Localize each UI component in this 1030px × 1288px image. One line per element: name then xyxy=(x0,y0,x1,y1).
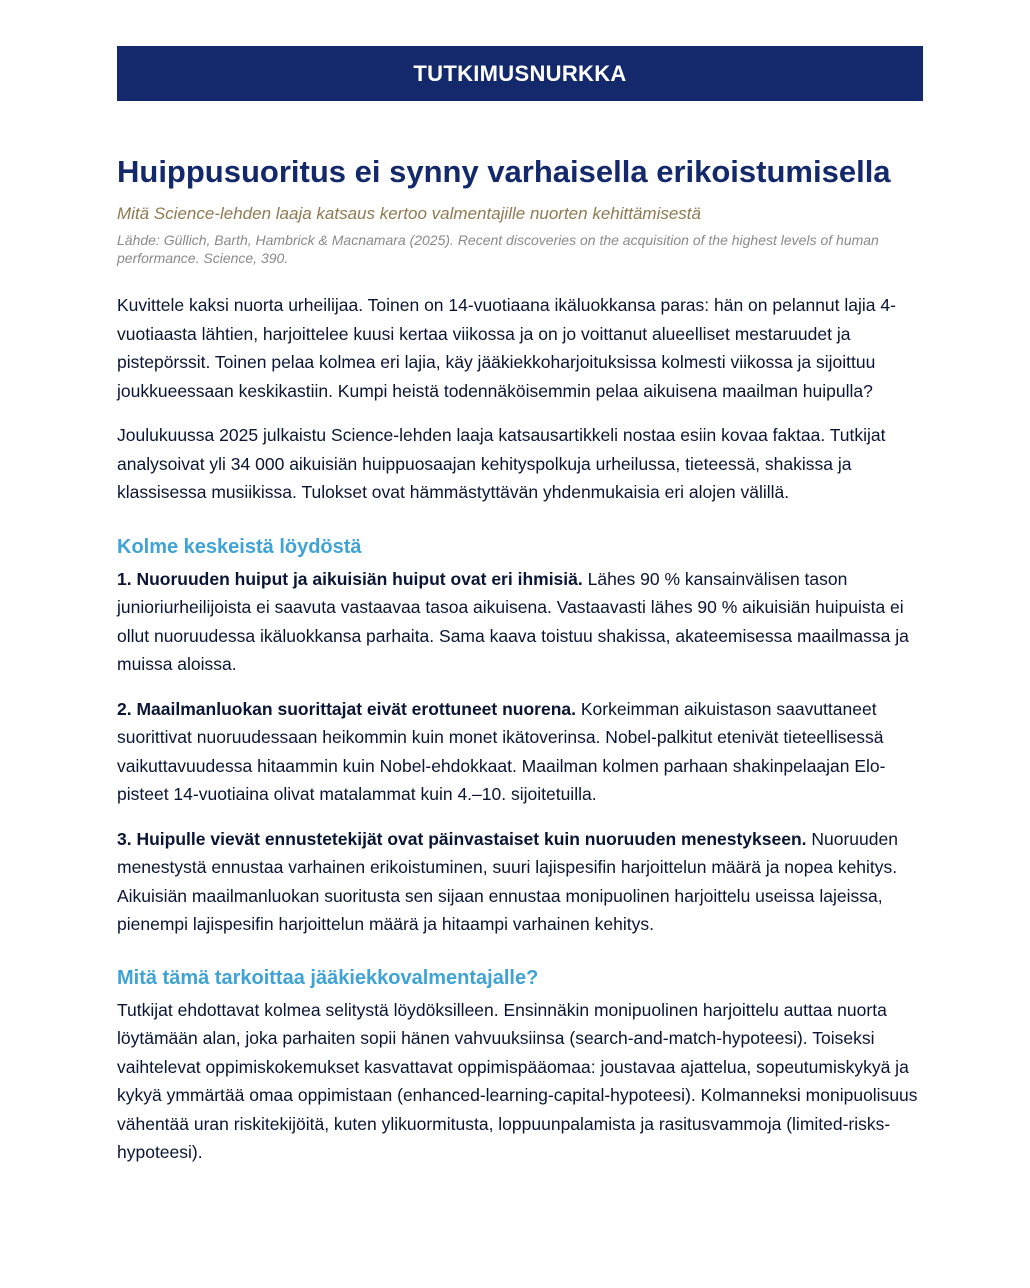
intro-paragraph: Kuvittele kaksi nuorta urheilijaa. Toinen on 14-vuotiaana ikäluokkansa paras: hän on pelannut lajia 4-vuotiaasta lähtien, harjoittelee kuusi kertaa viikossa ja on jo voittanut alueelliset mestaruudet ja pistepörssit. Toinen pelaa kolmea eri lajia, käy jääkiekkoharjoituksissa kolmesti viikossa ja sijoittuu joukkueessaan keskikastiin. Kumpi heistä todennäköisemmin pelaa aikuisena maailman huipulla? xyxy=(117,295,896,401)
banner-label: TUTKIMUSNURKKA xyxy=(413,60,627,86)
finding-item xyxy=(117,695,923,809)
coach-paragraph: Tutkijat ehdottavat kolmea selitystä löydöksilleen. Ensinnäkin monipuolinen harjoittelu auttaa nuorta löytämään alan, joka parhaiten sopii hänen vahvuuksiinsa (search-and-match-hypoteesi). Toiseksi vaihtelevat oppimiskokemukset kasvattavat oppimispääomaa: joustavaa ajattelua, sopeutumiskykyä ja kykyä ymmärtää omaa oppimistaan (enhanced-learning-capital-hypoteesi). Kolmanneksi monipuolisuus vähentää uran riskitekijöitä, kuten ylikuormitusta, loppuunpalamista ja rasitusvammoja (limited-risks-hypoteesi). xyxy=(117,999,918,1162)
finding-lead: 2. Maailmanluokan suorittajat eivät erottuneet nuorena. xyxy=(117,698,576,719)
finding-item xyxy=(117,825,923,939)
findings-heading: Kolme keskeistä löydöstä xyxy=(117,535,362,558)
coach-heading: Mitä tämä tarkoittaa jääkiekkovalmentajalle? xyxy=(117,966,539,989)
source-citation: Lähde: Güllich, Barth, Hambrick & Macnamara (2025). Recent discoveries on the acquisition of the highest levels of human performance. Science, 390. xyxy=(117,232,879,266)
finding-text: Nuoruuden menestystä ennustaa varhainen erikoistuminen, suuri lajispesifin harjoittelun määrä ja nopea kehitys. Aikuisiän maailmanluokan suoritusta sen sijaan ennustaa monipuolinen harjoittelu useissa lajeissa, pienempi lajispesifin harjoittelun määrä ja hitaampi varhainen kehitys. xyxy=(117,828,898,934)
article-page xyxy=(117,46,923,1167)
finding-item xyxy=(117,565,923,679)
finding-text: Lähes 90 % kansainvälisen tason junioriurheilijoista ei saavuta vastaavaa tasoa aikuisena. Vastaavasti lähes 90 % aikuisiän huipuista ei ollut nuoruudessa ikäluokkansa parhaita. Sama kaava toistuu shakissa, akateemisessa maailmassa ja muissa aloissa. xyxy=(117,568,909,674)
finding-text: Korkeimman aikuistason saavuttaneet suorittivat nuoruudessaan heikommin kuin monet ikätoverinsa. Nobel-palkitut etenivät tieteellisessä vaikuttavuudessa hitaammin kuin Nobel-ehdokkaat. Maailman kolmen parhaan shakinpelaajan Elo-pisteet 14-vuotiaina olivat matalammat kuin 4.–10. sijoitetuilla. xyxy=(117,698,886,804)
finding-lead: 1. Nuoruuden huiput ja aikuisiän huiput ovat eri ihmisiä. xyxy=(117,568,583,589)
article-title: Huippusuoritus ei synny varhaisella erikoistumisella xyxy=(117,154,891,189)
article-subtitle: Mitä Science-lehden laaja katsaus kertoo valmentajille nuorten kehittämisestä xyxy=(117,204,701,223)
finding-lead: 3. Huipulle vievät ennustetekijät ovat päinvastaiset kuin nuoruuden menestykseen. xyxy=(117,828,807,849)
section-banner xyxy=(117,46,923,101)
intro-paragraph: Joulukuussa 2025 julkaistu Science-lehden laaja katsausartikkeli nostaa esiin kovaa faktaa. Tutkijat analysoivat yli 34 000 aikuisiän huippuosaajan kehityspolkuja urheilussa, tieteessä, shakissa ja klassisessa musiikissa. Tulokset ovat hämmästyttävän yhdenmukaisia eri alojen välillä. xyxy=(117,425,886,502)
